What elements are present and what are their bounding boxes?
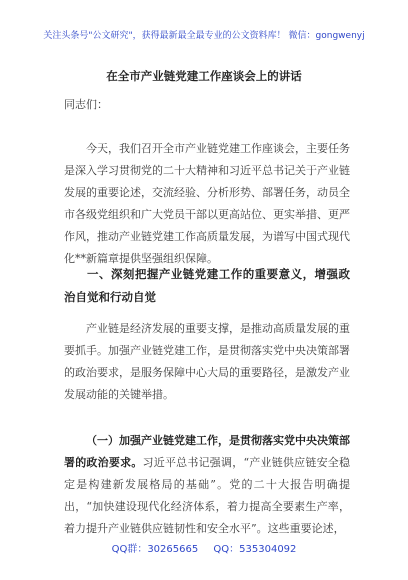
salutation: 同志们：	[64, 98, 108, 111]
section-heading-1: 一、深刻把握产业链党建工作的重要意义，增强政治自觉和行动自觉	[64, 267, 350, 304]
paragraph-section1: 产业链是经济发展的重要支撑，是推动高质量发展的重要抓手。加强产业链党建工作，是贯彻落实党中央决策部署的政治要求，是服务保障中心大局的重要路径，是激发产业发展动能的关键举措。	[64, 322, 350, 401]
footer-contact	[0, 540, 408, 555]
header-note: 关注头条号"公文研究"，获得最新最全最专业的公文资料库！ 微信：gongwenyj	[43, 31, 365, 41]
footer-qq: QQ：535304092	[213, 544, 297, 555]
paragraph-subsection1	[64, 430, 350, 540]
document-title: 在全市产业链党建工作座谈会上的讲话	[106, 69, 302, 83]
paragraph-intro: 今天，我们召开全市产业链党建工作座谈会，主要任务是深入学习贯彻党的二十大精神和习近平总书记关于产业链发展的重要论述，交流经验、分析形势、部署任务，动员全市各级党组织和广大党员干部以更高站位、更实举措、更严作风，推动产业链党建工作高质量发展，为谱写中国式现代化**新篇章提供坚强组织保障。	[64, 142, 350, 265]
subsection-lead: （一）加强产业链党建工作，是贯彻落实党中央决策部署的政治要求。	[64, 434, 350, 469]
subsection-text: 习近平总书记强调，“产业链供应链安全稳定是构建新发展格局的基础”。党的二十大报告明确提出，“加快建设现代化经济体系，着力提高全要素生产率，着力提升产业链供应链韧性和安全水平”。这些重要论述，	[64, 456, 351, 535]
footer-qq-group: QQ群：30265665	[111, 544, 199, 555]
